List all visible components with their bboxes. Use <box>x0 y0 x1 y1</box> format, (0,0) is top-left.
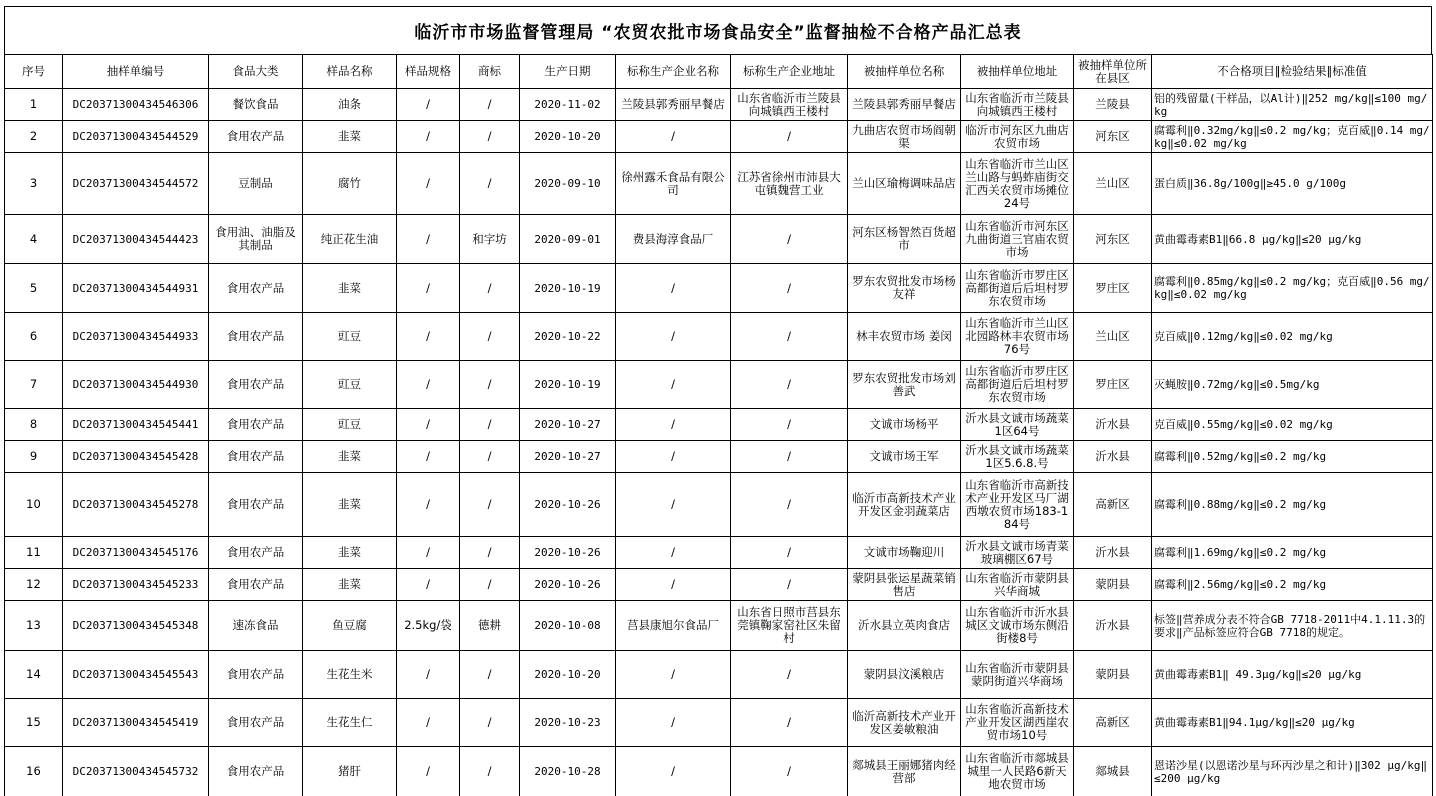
table-cell[interactable]: 山东省临沂市高新技术产业开发区马厂湖西墩农贸市场183-184号 <box>961 473 1074 537</box>
table-cell[interactable]: / <box>460 409 520 441</box>
table-cell[interactable]: 山东省临沂市兰陵县向城镇西王楼村 <box>961 89 1074 121</box>
table-row <box>5 215 1433 264</box>
header-cell[interactable]: 被抽样单位地址 <box>961 55 1074 89</box>
header-cell[interactable]: 生产日期 <box>520 55 616 89</box>
header-cell[interactable]: 食品大类 <box>209 55 303 89</box>
table-cell[interactable]: 腐霉利‖2.56mg/kg‖≤0.2 mg/kg <box>1152 569 1433 601</box>
header-row <box>5 55 1433 89</box>
table-cell[interactable]: 山东省临沂市河东区九曲街道三官庙农贸市场 <box>961 215 1074 264</box>
table-cell[interactable]: / <box>397 409 460 441</box>
table-cell[interactable]: 2020-09-01 <box>520 215 616 264</box>
table-cell[interactable]: / <box>731 121 848 153</box>
table-cell[interactable]: / <box>616 537 731 569</box>
table-cell[interactable]: 食用油、油脂及其制品 <box>209 215 303 264</box>
table-cell[interactable]: / <box>616 651 731 699</box>
table-cell[interactable]: 2020-10-26 <box>520 537 616 569</box>
table-cell[interactable]: 9 <box>5 441 63 473</box>
table-cell[interactable]: / <box>616 409 731 441</box>
table-cell[interactable]: 山东省临沂市兰山区兰山路与蚂蚱庙街交汇西关农贸市场摊位24号 <box>961 153 1074 215</box>
results-table <box>4 54 1433 796</box>
table-cell[interactable]: 灭蝇胺‖0.72mg/kg‖≤0.5mg/kg <box>1152 361 1433 409</box>
table-row <box>5 361 1433 409</box>
header-cell[interactable]: 标称生产企业地址 <box>731 55 848 89</box>
table-cell[interactable]: / <box>397 361 460 409</box>
table-cell[interactable]: / <box>460 121 520 153</box>
table-cell[interactable]: 6 <box>5 313 63 361</box>
table-cell[interactable]: 临沂高新技术产业开发区姜敏粮油 <box>848 699 961 747</box>
table-row <box>5 121 1433 153</box>
table-cell[interactable]: 食用农产品 <box>209 121 303 153</box>
table-cell[interactable]: DC20371300434544930 <box>63 361 209 409</box>
table-cell[interactable]: DC20371300434545233 <box>63 569 209 601</box>
table-cell[interactable]: / <box>731 569 848 601</box>
table-cell[interactable]: 韭菜 <box>303 441 397 473</box>
table-cell[interactable]: DC20371300434545543 <box>63 651 209 699</box>
table-cell[interactable]: 鱼豆腐 <box>303 601 397 651</box>
table-row <box>5 747 1433 796</box>
table-cell[interactable]: 和字坊 <box>460 215 520 264</box>
table-cell[interactable]: 沂水县文诚市场蔬菜1区5.6.8.号 <box>961 441 1074 473</box>
table-cell[interactable]: DC20371300434544572 <box>63 153 209 215</box>
table-cell[interactable]: 豇豆 <box>303 313 397 361</box>
table-cell[interactable]: / <box>616 313 731 361</box>
table-cell[interactable]: / <box>460 537 520 569</box>
table-cell[interactable]: 山东省临沂市蒙阴县蒙阴街道兴华商场 <box>961 651 1074 699</box>
table-row <box>5 441 1433 473</box>
table-cell[interactable]: 2020-10-19 <box>520 361 616 409</box>
table-cell[interactable]: 韭菜 <box>303 473 397 537</box>
table-cell[interactable]: 郯城县王丽娜猪肉经营部 <box>848 747 961 796</box>
table-cell[interactable]: / <box>616 361 731 409</box>
table-row <box>5 409 1433 441</box>
table-cell[interactable]: 2020-10-19 <box>520 264 616 313</box>
table-cell[interactable]: / <box>731 313 848 361</box>
table-cell[interactable]: / <box>397 747 460 796</box>
table-cell[interactable]: 文诚市场鞠迎川 <box>848 537 961 569</box>
table-cell[interactable]: 费县海淳食品厂 <box>616 215 731 264</box>
table-row <box>5 601 1433 651</box>
table-cell[interactable]: 5 <box>5 264 63 313</box>
table-row <box>5 537 1433 569</box>
table-cell[interactable]: / <box>616 473 731 537</box>
table-cell[interactable]: / <box>397 569 460 601</box>
table-cell[interactable]: 兰山区 <box>1074 153 1152 215</box>
table-cell[interactable]: 2020-11-02 <box>520 89 616 121</box>
table-row <box>5 569 1433 601</box>
table-cell[interactable]: 标签‖营养成分表不符合GB 7718-2011中4.1.11.3的要求‖产品标签应符合GB 7718的规定。 <box>1152 601 1433 651</box>
header-cell[interactable]: 被抽样单位所在县区 <box>1074 55 1152 89</box>
table-cell[interactable]: 九曲店农贸市场阎朝渠 <box>848 121 961 153</box>
table-cell[interactable]: / <box>731 651 848 699</box>
table-cell[interactable]: DC20371300434545176 <box>63 537 209 569</box>
table-cell[interactable]: / <box>397 89 460 121</box>
header-cell[interactable]: 不合格项目‖检验结果‖标准值 <box>1152 55 1433 89</box>
table-cell[interactable]: / <box>460 441 520 473</box>
table-cell[interactable]: 腐霉利‖1.69mg/kg‖≤0.2 mg/kg <box>1152 537 1433 569</box>
table-cell[interactable]: / <box>731 264 848 313</box>
table-cell[interactable]: DC20371300434545428 <box>63 441 209 473</box>
table-cell[interactable]: 山东省临沂市蒙阴县兴华商城 <box>961 569 1074 601</box>
table-cell[interactable]: / <box>397 313 460 361</box>
table-cell[interactable]: / <box>731 473 848 537</box>
table-cell[interactable]: 沂水县文诚市场青菜玻璃棚区67号 <box>961 537 1074 569</box>
table-cell[interactable]: DC20371300434544931 <box>63 264 209 313</box>
table-cell[interactable]: / <box>616 747 731 796</box>
table-cell[interactable]: 莒县康旭尔食品厂 <box>616 601 731 651</box>
table-cell[interactable]: 1 <box>5 89 63 121</box>
table-cell[interactable]: 林丰农贸市场 姜闵 <box>848 313 961 361</box>
table-cell[interactable]: 豇豆 <box>303 409 397 441</box>
table-cell[interactable]: 德耕 <box>460 601 520 651</box>
table-cell[interactable]: 河东区 <box>1074 215 1152 264</box>
table-cell[interactable]: 山东省临沂市兰山区北园路林丰农贸市场76号 <box>961 313 1074 361</box>
table-cell[interactable]: 2020-10-28 <box>520 747 616 796</box>
table-cell[interactable]: 生花生仁 <box>303 699 397 747</box>
table-cell[interactable]: DC20371300434544933 <box>63 313 209 361</box>
table-cell[interactable]: 罗庄区 <box>1074 264 1152 313</box>
table-row <box>5 699 1433 747</box>
table-cell[interactable]: 韭菜 <box>303 537 397 569</box>
table-cell[interactable]: 黄曲霉毒素B1‖66.8 μg/kg‖≤20 μg/kg <box>1152 215 1433 264</box>
table-cell[interactable]: 江苏省徐州市沛县大屯镇魏营工业 <box>731 153 848 215</box>
table-cell[interactable]: / <box>731 699 848 747</box>
table-cell[interactable]: DC20371300434546306 <box>63 89 209 121</box>
table-cell[interactable]: 蒙阴县张运星蔬菜销售店 <box>848 569 961 601</box>
table-cell[interactable]: 韭菜 <box>303 569 397 601</box>
table-cell[interactable]: / <box>616 441 731 473</box>
table-cell[interactable]: 食用农产品 <box>209 361 303 409</box>
table-cell[interactable]: 2020-09-10 <box>520 153 616 215</box>
table-cell[interactable]: / <box>616 121 731 153</box>
header-cell[interactable]: 抽样单编号 <box>63 55 209 89</box>
table-cell[interactable]: 克百威‖0.55mg/kg‖≤0.02 mg/kg <box>1152 409 1433 441</box>
table-cell[interactable]: 河东区 <box>1074 121 1152 153</box>
table-cell[interactable]: 兰山区瑜梅调味品店 <box>848 153 961 215</box>
table-cell[interactable]: 14 <box>5 651 63 699</box>
table-row <box>5 89 1433 121</box>
table-cell[interactable]: 文诚市场王军 <box>848 441 961 473</box>
sheet-title: 临沂市市场监督管理局 “农贸农批市场食品安全”监督抽检不合格产品汇总表 <box>4 6 1432 54</box>
table-cell[interactable]: 河东区杨智然百货超市 <box>848 215 961 264</box>
table-row <box>5 153 1433 215</box>
table-cell[interactable]: 临沂市河东区九曲店农贸市场 <box>961 121 1074 153</box>
table-cell[interactable]: / <box>397 473 460 537</box>
table-cell[interactable]: 兰陵县郭秀丽早餐店 <box>848 89 961 121</box>
table-cell[interactable]: 蒙阴县 <box>1074 569 1152 601</box>
table-cell[interactable]: / <box>731 537 848 569</box>
table-cell[interactable]: / <box>460 473 520 537</box>
header-cell[interactable]: 样品规格 <box>397 55 460 89</box>
table-cell[interactable]: 罗东农贸批发市场杨友祥 <box>848 264 961 313</box>
table-cell[interactable]: / <box>731 747 848 796</box>
table-cell[interactable]: 高新区 <box>1074 699 1152 747</box>
table-cell[interactable]: / <box>731 409 848 441</box>
table-cell[interactable]: 食用农产品 <box>209 747 303 796</box>
table-cell[interactable]: / <box>397 215 460 264</box>
table-cell[interactable]: 郯城县 <box>1074 747 1152 796</box>
table-cell[interactable]: 12 <box>5 569 63 601</box>
table-cell[interactable]: 徐州露禾食品有限公司 <box>616 153 731 215</box>
table-cell[interactable]: 蒙阴县 <box>1074 651 1152 699</box>
table-cell[interactable]: 食用农产品 <box>209 651 303 699</box>
table-cell[interactable]: 山东省临沂市兰陵县向城镇西王楼村 <box>731 89 848 121</box>
table-cell[interactable]: 2020-10-26 <box>520 473 616 537</box>
table-cell[interactable]: 食用农产品 <box>209 537 303 569</box>
table-cell[interactable]: 兰陵县郭秀丽早餐店 <box>616 89 731 121</box>
table-cell[interactable]: 食用农产品 <box>209 313 303 361</box>
table-cell[interactable]: 罗东农贸批发市场刘善武 <box>848 361 961 409</box>
table-cell[interactable]: 豇豆 <box>303 361 397 409</box>
table-cell[interactable]: 沂水县 <box>1074 537 1152 569</box>
table-cell[interactable]: 2 <box>5 121 63 153</box>
table-cell[interactable]: / <box>616 264 731 313</box>
table-cell[interactable]: 腐霉利‖0.88mg/kg‖≤0.2 mg/kg <box>1152 473 1433 537</box>
table-cell[interactable]: 食用农产品 <box>209 264 303 313</box>
table-cell[interactable]: 3 <box>5 153 63 215</box>
table-cell[interactable]: 黄曲霉毒素B1‖ 49.3μg/kg‖≤20 μg/kg <box>1152 651 1433 699</box>
table-cell[interactable]: / <box>460 747 520 796</box>
table-cell[interactable]: 食用农产品 <box>209 473 303 537</box>
table-body <box>5 89 1433 796</box>
table-cell[interactable]: / <box>460 89 520 121</box>
table-cell[interactable]: 2020-10-27 <box>520 409 616 441</box>
table-cell[interactable]: 腐霉利‖0.85mg/kg‖≤0.2 mg/kg；克百威‖0.56 mg/kg‖≤0.02 mg/kg <box>1152 264 1433 313</box>
table-cell[interactable]: 食用农产品 <box>209 409 303 441</box>
table-cell[interactable]: 生花生米 <box>303 651 397 699</box>
table-cell[interactable]: 11 <box>5 537 63 569</box>
table-cell[interactable]: / <box>460 153 520 215</box>
table-cell[interactable]: / <box>397 537 460 569</box>
table-cell[interactable]: 恩诺沙星(以恩诺沙星与环丙沙星之和计)‖302 μg/kg‖≤200 μg/kg <box>1152 747 1433 796</box>
table-cell[interactable]: / <box>616 699 731 747</box>
table-row <box>5 473 1433 537</box>
table-cell[interactable]: DC20371300434545348 <box>63 601 209 651</box>
table-cell[interactable]: 沂水县 <box>1074 409 1152 441</box>
table-cell[interactable]: 山东省临沂市郯城县城里一人民路6新天地农贸市场 <box>961 747 1074 796</box>
table-cell[interactable]: 腐霉利‖0.52mg/kg‖≤0.2 mg/kg <box>1152 441 1433 473</box>
table-cell[interactable]: DC20371300434545732 <box>63 747 209 796</box>
header-cell[interactable]: 被抽样单位名称 <box>848 55 961 89</box>
table-cell[interactable]: / <box>397 121 460 153</box>
table-cell[interactable]: 沂水县 <box>1074 441 1152 473</box>
table-cell[interactable]: / <box>460 699 520 747</box>
table-cell[interactable]: 山东省临沂市罗庄区高都街道后后坦村罗东农贸市场 <box>961 264 1074 313</box>
table-cell[interactable]: 铝的残留量(干样品，以Al计)‖252 mg/kg‖≤100 mg/kg <box>1152 89 1433 121</box>
table-cell[interactable]: / <box>460 361 520 409</box>
table-cell[interactable]: 2020-10-26 <box>520 569 616 601</box>
header-cell[interactable]: 商标 <box>460 55 520 89</box>
table-cell[interactable]: / <box>397 651 460 699</box>
table-cell[interactable]: 沂水县 <box>1074 601 1152 651</box>
table-cell[interactable]: 10 <box>5 473 63 537</box>
table-cell[interactable]: / <box>731 215 848 264</box>
table-cell[interactable]: / <box>397 441 460 473</box>
table-cell[interactable]: 临沂市高新技术产业开发区金羽蔬菜店 <box>848 473 961 537</box>
table-cell[interactable]: 速冻食品 <box>209 601 303 651</box>
table-cell[interactable]: 8 <box>5 409 63 441</box>
table-cell[interactable]: DC20371300434544423 <box>63 215 209 264</box>
table-cell[interactable]: 蒙阴县汶溪粮店 <box>848 651 961 699</box>
table-cell[interactable]: / <box>731 361 848 409</box>
table-cell[interactable]: 山东省日照市莒县东莞镇鞠家窑社区朱留村 <box>731 601 848 651</box>
table-cell[interactable]: 油条 <box>303 89 397 121</box>
table-row <box>5 651 1433 699</box>
table-cell[interactable]: DC20371300434545278 <box>63 473 209 537</box>
table-cell[interactable]: 猪肝 <box>303 747 397 796</box>
table-cell[interactable]: 13 <box>5 601 63 651</box>
table-cell[interactable]: 2020-10-20 <box>520 121 616 153</box>
table-cell[interactable]: 克百威‖0.12mg/kg‖≤0.02 mg/kg <box>1152 313 1433 361</box>
table-cell[interactable]: 文诚市场杨平 <box>848 409 961 441</box>
table-cell[interactable]: / <box>397 153 460 215</box>
table-cell[interactable]: 餐饮食品 <box>209 89 303 121</box>
table-cell[interactable]: / <box>460 569 520 601</box>
table-cell[interactable]: 2020-10-23 <box>520 699 616 747</box>
table-cell[interactable]: 2020-10-22 <box>520 313 616 361</box>
table-row <box>5 313 1433 361</box>
table-cell[interactable]: 韭菜 <box>303 121 397 153</box>
table-cell[interactable]: 黄曲霉毒素B1‖94.1μg/kg‖≤20 μg/kg <box>1152 699 1433 747</box>
table-cell[interactable]: 山东省临沂市罗庄区高都街道后后坦村罗东农贸市场 <box>961 361 1074 409</box>
table-cell[interactable]: 15 <box>5 699 63 747</box>
table-cell[interactable]: 食用农产品 <box>209 441 303 473</box>
table-cell[interactable]: 2020-10-08 <box>520 601 616 651</box>
table-cell[interactable]: 兰山区 <box>1074 313 1152 361</box>
table-cell[interactable]: DC20371300434545441 <box>63 409 209 441</box>
table-cell[interactable]: 山东省临沂市沂水县城区文诚市场东侧沿街楼8号 <box>961 601 1074 651</box>
table-cell[interactable]: 腐霉利‖0.32mg/kg‖≤0.2 mg/kg；克百威‖0.14 mg/kg‖≤0.02 mg/kg <box>1152 121 1433 153</box>
table-row <box>5 264 1433 313</box>
table-cell[interactable]: DC20371300434544529 <box>63 121 209 153</box>
table-cell[interactable]: 16 <box>5 747 63 796</box>
table-cell[interactable]: 豆制品 <box>209 153 303 215</box>
table-cell[interactable]: 高新区 <box>1074 473 1152 537</box>
table-cell[interactable]: 腐竹 <box>303 153 397 215</box>
header-cell[interactable]: 标称生产企业名称 <box>616 55 731 89</box>
table-cell[interactable]: DC20371300434545419 <box>63 699 209 747</box>
table-cell[interactable]: 食用农产品 <box>209 699 303 747</box>
table-cell[interactable]: 2020-10-27 <box>520 441 616 473</box>
table-cell[interactable]: 韭菜 <box>303 264 397 313</box>
table-cell[interactable]: 兰陵县 <box>1074 89 1152 121</box>
table-cell[interactable]: 蛋白质‖36.8g/100g‖≥45.0 g/100g <box>1152 153 1433 215</box>
table-cell[interactable]: 食用农产品 <box>209 569 303 601</box>
table-cell[interactable]: 2020-10-20 <box>520 651 616 699</box>
header-cell[interactable]: 序号 <box>5 55 63 89</box>
table-cell[interactable]: 7 <box>5 361 63 409</box>
table-cell[interactable]: 罗庄区 <box>1074 361 1152 409</box>
table-cell[interactable]: 山东省临沂高新技术产业开发区湖西崖农贸市场10号 <box>961 699 1074 747</box>
table-cell[interactable]: / <box>731 441 848 473</box>
table-cell[interactable]: 沂水县文诚市场蔬菜1区64号 <box>961 409 1074 441</box>
table-cell[interactable]: / <box>460 264 520 313</box>
header-cell[interactable]: 样品名称 <box>303 55 397 89</box>
table-cell[interactable]: / <box>616 569 731 601</box>
table-cell[interactable]: 4 <box>5 215 63 264</box>
table-cell[interactable]: / <box>460 651 520 699</box>
table-cell[interactable]: / <box>397 264 460 313</box>
table-cell[interactable]: 2.5kg/袋 <box>397 601 460 651</box>
table-cell[interactable]: 纯正花生油 <box>303 215 397 264</box>
table-cell[interactable]: / <box>460 313 520 361</box>
table-cell[interactable]: / <box>397 699 460 747</box>
table-cell[interactable]: 沂水县立英肉食店 <box>848 601 961 651</box>
